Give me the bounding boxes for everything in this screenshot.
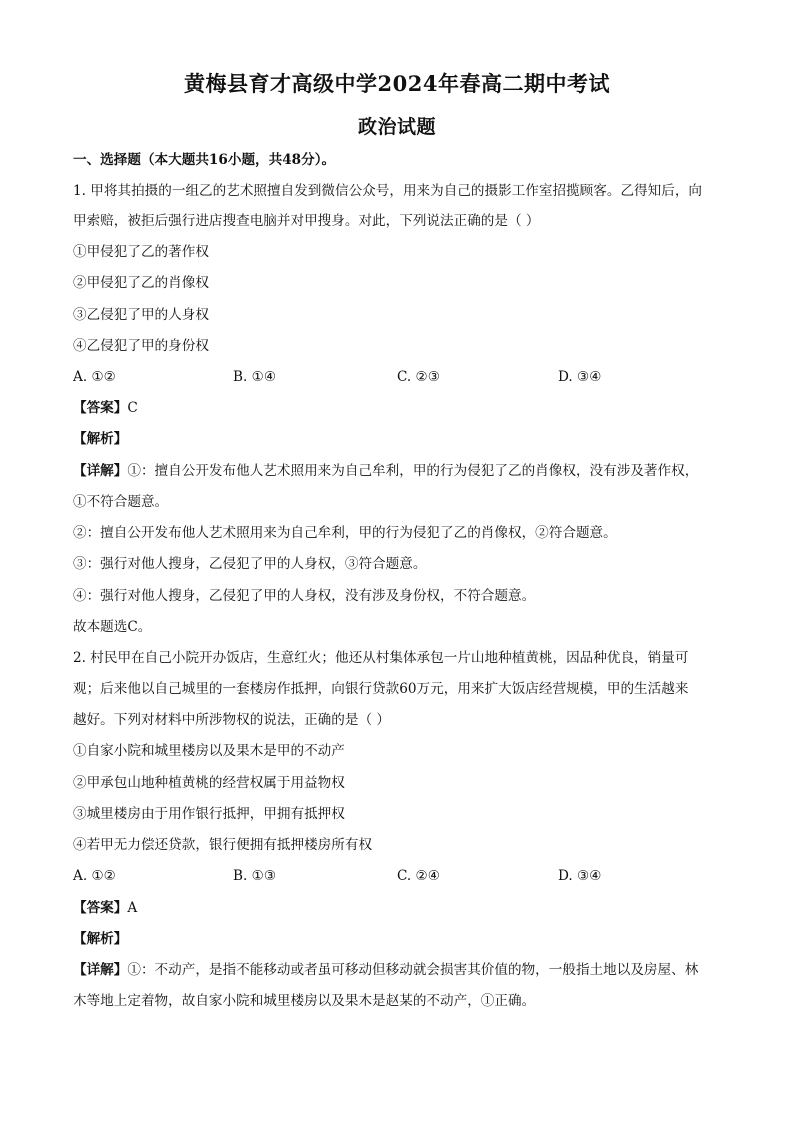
- q1-conclusion: 故本题选C。: [73, 619, 152, 635]
- q1-stem-line-1: 1. 甲将其拍摄的一组乙的艺术照擅自发到微信公众号，用来为自己的摄影工作室招揽顾客。乙得知后，向: [73, 183, 703, 199]
- q2-item-4: ④若甲无力偿还贷款，银行便拥有抵押楼房所有权: [73, 837, 373, 853]
- q1-option-a: A. ①②: [73, 369, 116, 385]
- q1-detail-line-3: ②：擅自公开发布他人艺术照用来为自己牟利，甲的行为侵犯了乙的肖像权，②符合题意。: [73, 525, 617, 541]
- q1-detail-line-1: [73, 461, 733, 481]
- section-heading: 一、选择题（本大题共16小题，共48分）。: [73, 152, 336, 168]
- q1-detail-line-2: ①不符合题意。: [73, 494, 169, 510]
- q2-stem-line-2: 观；后来他以自己城里的一套楼房作抵押，向银行贷款60万元，用来扩大饭店经营规模，甲的生活越来: [73, 681, 689, 697]
- q2-detail-text-1: ①：不动产，是指不能移动或者虽可移动但移动就会损害其价值的物，一般指土地以及房屋、林: [127, 962, 699, 978]
- q2-option-c: C. ②④: [397, 868, 440, 884]
- q2-detail-line-2: 木等地上定着物，故自家小院和城里楼房以及果木是赵某的不动产，①正确。: [73, 993, 536, 1009]
- q2-answer-value: A: [127, 900, 138, 916]
- q1-detail-line-5: ④：强行对他人搜身，乙侵犯了甲的人身权，没有涉及身份权，不符合题意。: [73, 588, 536, 604]
- q2-detail-label: 【详解】: [73, 962, 128, 978]
- q1-detail-line-4: ③：强行对他人搜身，乙侵犯了甲的人身权，③符合题意。: [73, 556, 427, 572]
- q1-answer-value: C: [127, 400, 138, 416]
- q1-answer-label: 【答案】: [73, 400, 128, 416]
- q1-item-2: ②甲侵犯了乙的肖像权: [73, 275, 209, 291]
- q2-option-a: A. ①②: [73, 868, 116, 884]
- q2-option-b: B. ①③: [233, 868, 277, 884]
- exam-title: 黄梅县育才高级中学2024年春高二期中考试: [184, 71, 610, 96]
- q1-detail-text-1: ①：擅自公开发布他人艺术照用来为自己牟利，甲的行为侵犯了乙的肖像权，没有涉及著作权，: [127, 463, 699, 479]
- q1-option-d: D. ③④: [558, 369, 602, 385]
- q1-analysis-label: 【解析】: [73, 431, 128, 447]
- q1-option-b: B. ①④: [233, 369, 277, 385]
- q1-stem-line-2: 甲索赔，被拒后强行进店搜查电脑并对甲搜身。对此，下列说法正确的是（ ）: [73, 213, 540, 229]
- q2-item-2: ②甲承包山地种植黄桃的经营权属于用益物权: [73, 775, 345, 791]
- q2-answer-label: 【答案】: [73, 900, 128, 916]
- q1-item-3: ③乙侵犯了甲的人身权: [73, 307, 209, 323]
- q2-detail-line-1: [73, 960, 733, 980]
- q1-answer: [73, 398, 733, 418]
- q2-option-d: D. ③④: [558, 868, 602, 884]
- q2-answer: [73, 898, 733, 918]
- q1-option-c: C. ②③: [397, 369, 440, 385]
- q2-item-1: ①自家小院和城里楼房以及果木是甲的不动产: [73, 743, 345, 759]
- q1-item-4: ④乙侵犯了甲的身份权: [73, 338, 209, 354]
- exam-subtitle: 政治试题: [357, 116, 436, 138]
- q2-stem-line-3: 越好。下列对材料中所涉物权的说法，正确的是（ ）: [73, 712, 390, 728]
- q2-item-3: ③城里楼房由于用作银行抵押，甲拥有抵押权: [73, 806, 345, 822]
- q2-stem-line-1: 2. 村民甲在自己小院开办饭店，生意红火；他还从村集体承包一片山地种植黄桃，因品种优良，销量可: [73, 650, 689, 666]
- q1-item-1: ①甲侵犯了乙的著作权: [73, 244, 209, 260]
- q2-analysis-label: 【解析】: [73, 931, 128, 947]
- q1-detail-label: 【详解】: [73, 463, 128, 479]
